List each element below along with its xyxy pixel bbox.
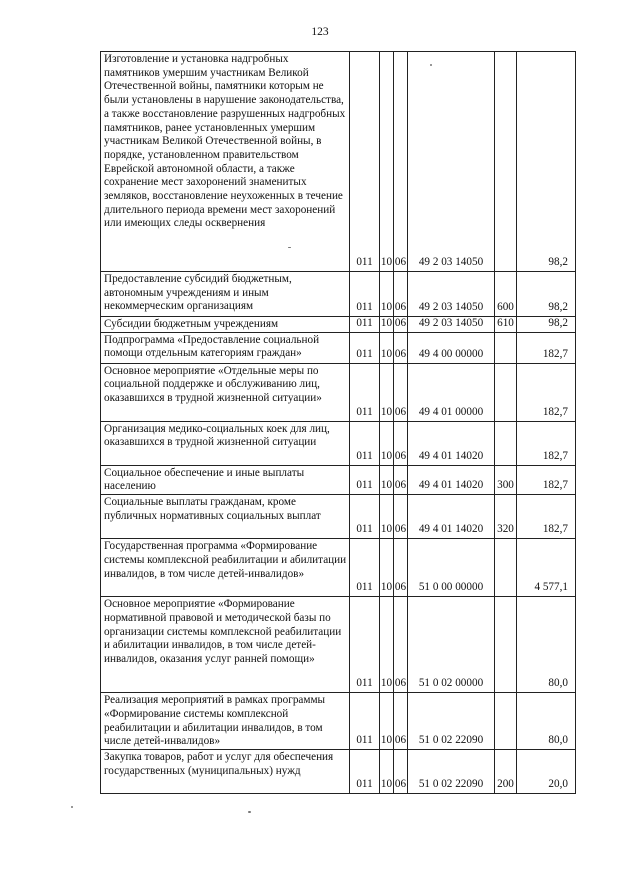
row-name-text: Государственная программа «Формирование системы комплексной реабилитации и абилитации инвалидов, в том числе детей-инвалидов» bbox=[104, 540, 347, 580]
row-name-text: Реализация мероприятий в рамках программы «Формирование системы комплексной реабилитации и абилитации инвалидов, в том числе детей-инвалидов» bbox=[104, 694, 326, 748]
amount: 182,7 bbox=[517, 421, 576, 465]
row-name-text: Предоставление субсидий бюджетным, автономным учреждениям и иным некоммерческим организациям bbox=[104, 273, 292, 313]
ministry-code: 011 bbox=[350, 332, 380, 363]
row-name bbox=[101, 597, 350, 693]
row-name-text: Основное мероприятие «Отдельные меры по социальной поддержке и обслуживанию лиц, оказавшихся в трудной жизненной ситуации» bbox=[104, 364, 322, 405]
section-code: 10 bbox=[380, 495, 394, 539]
expense-type-code bbox=[495, 52, 517, 272]
expense-type-code: 600 bbox=[495, 272, 517, 317]
expense-type-code: 320 bbox=[495, 495, 517, 539]
subsection-code: 06 bbox=[394, 495, 408, 539]
expense-type-code bbox=[495, 421, 517, 465]
section-code: 10 bbox=[380, 465, 394, 494]
target-article-code: 51 0 00 00000 bbox=[408, 539, 495, 597]
target-article-code: 49 4 01 00000 bbox=[408, 363, 495, 421]
row-name-text: Субсидии бюджетным учреждениям bbox=[104, 318, 279, 330]
section-code: 10 bbox=[380, 52, 394, 272]
target-article-code: 49 4 01 14020 bbox=[408, 421, 495, 465]
amount: 4 577,1 bbox=[517, 539, 576, 597]
amount: 182,7 bbox=[517, 495, 576, 539]
row-name-text: Закупка товаров, работ и услуг для обеспечения государственных (муниципальных) нужд bbox=[104, 750, 334, 777]
target-article-code: 49 2 03 14050 bbox=[408, 272, 495, 317]
amount: 182,7 bbox=[517, 465, 576, 494]
page-number: 123 bbox=[311, 26, 329, 38]
amount: 98,2 bbox=[517, 52, 576, 272]
row-name bbox=[101, 52, 350, 272]
row-name-text: Социальные выплаты гражданам, кроме публичных нормативных социальных выплат bbox=[104, 496, 321, 522]
expense-type-code bbox=[495, 363, 517, 421]
row-name-text: Основное мероприятие «Формирование нормативной правовой и методической базы по организации системы комплексной реабилитации и абилитации инвалидов, в том числе детей-инвалидов, оказания услуг ранней помощи» bbox=[104, 598, 342, 665]
subsection-code: 06 bbox=[394, 693, 408, 750]
expense-type-code: 200 bbox=[495, 749, 517, 793]
ministry-code: 011 bbox=[350, 52, 380, 272]
expense-type-code bbox=[495, 693, 517, 750]
subsection-code: 06 bbox=[394, 421, 408, 465]
section-code: 10 bbox=[380, 749, 394, 793]
subsection-code: 06 bbox=[394, 539, 408, 597]
row-name bbox=[101, 693, 350, 750]
target-article-code: 49 4 01 14020 bbox=[408, 495, 495, 539]
row-name bbox=[101, 272, 350, 317]
section-code: 10 bbox=[380, 317, 394, 333]
expense-type-code: 300 bbox=[495, 465, 517, 494]
target-article-code: 51 0 02 22090 bbox=[408, 749, 495, 793]
ministry-code: 011 bbox=[350, 693, 380, 750]
section-code: 10 bbox=[380, 363, 394, 421]
scan-speck bbox=[71, 806, 73, 808]
target-article-code: 49 2 03 14050 bbox=[408, 52, 495, 272]
ministry-code: 011 bbox=[350, 421, 380, 465]
expense-type-code bbox=[495, 332, 517, 363]
subsection-code: 06 bbox=[394, 332, 408, 363]
row-name bbox=[101, 421, 350, 465]
subsection-code: 06 bbox=[394, 465, 408, 494]
target-article-code: 51 0 02 22090 bbox=[408, 693, 495, 750]
target-article-code: 49 4 00 00000 bbox=[408, 332, 495, 363]
amount: 182,7 bbox=[517, 332, 576, 363]
row-name bbox=[101, 317, 350, 333]
scan-speck bbox=[430, 64, 432, 66]
target-article-code: 49 4 01 14020 bbox=[408, 465, 495, 494]
row-name-text: Изготовление и установка надгробных памятников умершим участникам Великой Отечественной войны, памятники которым не были установлены в нарушение законодательства, а также восстановление разрушенных надгробных памятников, ранее установленных умершим участникам Великой Отечественной войны, в порядке, установленном правительством Еврейской автономной области, а также сохранение мест захоронений знаменитых земляков, восстановление неухоженных в течение длительного периода времени мест захоронений или имеющих следы осквернения bbox=[104, 53, 346, 230]
table-row bbox=[101, 495, 576, 539]
row-name-text: Социальное обеспечение и иные выплаты населению bbox=[104, 466, 305, 493]
ministry-code: 011 bbox=[350, 272, 380, 317]
table-row bbox=[101, 421, 576, 465]
amount: 98,2 bbox=[517, 272, 576, 317]
subsection-code: 06 bbox=[394, 52, 408, 272]
table-row bbox=[101, 272, 576, 317]
amount: 98,2 bbox=[517, 317, 576, 333]
row-name bbox=[101, 539, 350, 597]
ministry-code: 011 bbox=[350, 317, 380, 333]
scan-speck bbox=[288, 247, 291, 248]
row-name bbox=[101, 465, 350, 494]
table-row bbox=[101, 693, 576, 750]
table-row bbox=[101, 52, 576, 272]
table-row bbox=[101, 317, 576, 333]
ministry-code: 011 bbox=[350, 495, 380, 539]
target-article-code: 51 0 02 00000 bbox=[408, 597, 495, 693]
expense-type-code bbox=[495, 597, 517, 693]
section-code: 10 bbox=[380, 597, 394, 693]
amount: 182,7 bbox=[517, 363, 576, 421]
ministry-code: 011 bbox=[350, 749, 380, 793]
table-row bbox=[101, 465, 576, 494]
subsection-code: 06 bbox=[394, 749, 408, 793]
expense-type-code bbox=[495, 539, 517, 597]
row-name bbox=[101, 363, 350, 421]
ministry-code: 011 bbox=[350, 597, 380, 693]
section-code: 10 bbox=[380, 332, 394, 363]
row-name bbox=[101, 495, 350, 539]
subsection-code: 06 bbox=[394, 363, 408, 421]
amount: 80,0 bbox=[517, 597, 576, 693]
table-row bbox=[101, 749, 576, 793]
row-name-text: Организация медико-социальных коек для лиц, оказавшихся в трудной жизненной ситуации bbox=[104, 422, 330, 449]
expense-type-code: 610 bbox=[495, 317, 517, 333]
table-row bbox=[101, 597, 576, 693]
subsection-code: 06 bbox=[394, 317, 408, 333]
row-name bbox=[101, 332, 350, 363]
row-name-text: Подпрограмма «Предоставление социальной помощи отдельным категориям граждан» bbox=[104, 333, 320, 360]
section-code: 10 bbox=[380, 421, 394, 465]
table-row bbox=[101, 539, 576, 597]
section-code: 10 bbox=[380, 539, 394, 597]
ministry-code: 011 bbox=[350, 363, 380, 421]
amount: 80,0 bbox=[517, 693, 576, 750]
target-article-code: 49 2 03 14050 bbox=[408, 317, 495, 333]
ministry-code: 011 bbox=[350, 539, 380, 597]
section-code: 10 bbox=[380, 272, 394, 317]
subsection-code: 06 bbox=[394, 272, 408, 317]
amount: 20,0 bbox=[517, 749, 576, 793]
budget-table bbox=[100, 51, 576, 794]
section-code: 10 bbox=[380, 693, 394, 750]
scan-speck bbox=[248, 811, 251, 813]
ministry-code: 011 bbox=[350, 465, 380, 494]
row-name bbox=[101, 749, 350, 793]
subsection-code: 06 bbox=[394, 597, 408, 693]
table-row bbox=[101, 332, 576, 363]
table-row bbox=[101, 363, 576, 421]
